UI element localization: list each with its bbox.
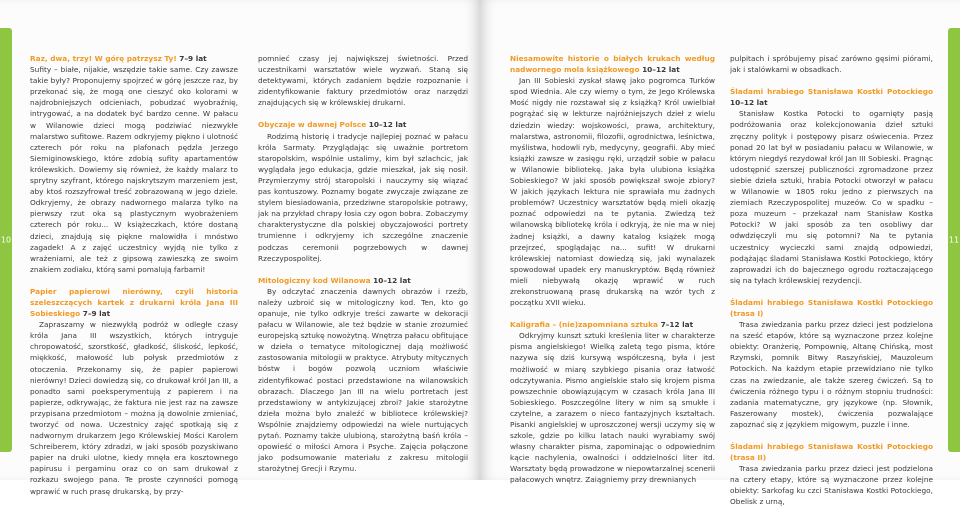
section-sladami-potockiego xyxy=(730,86,933,108)
heading-title: Mitologiczny kod Wilanowa xyxy=(258,275,371,285)
section-mitologiczny-kod xyxy=(258,275,468,286)
section-body: Trasa zwiedzania parku przez dzieci jest podzielona na cztery etapy, które są wyznaczone przez kolejne obiekty: Sarkofag ku czci Stanisława Kostki Potockiego, Obelisk z urną, xyxy=(730,464,933,507)
section-trasa-1 xyxy=(730,297,933,319)
section-heading xyxy=(30,53,238,64)
age-range: 10–12 lat xyxy=(642,65,680,75)
section-heading xyxy=(258,119,468,130)
section-body: By odczytać znaczenia dawnych obrazów i rzeźb, należy uzbroić się w mitologiczny kod. Ten, kto go opanuje, nie tylko odkryje treści zawarte w dekoracji pałacu w Wilanowie, ale też będzie w stanie zrozumieć europejską sztukę nowożytną. Wnętrza pałacu obfitujące w dzieła o tematyce mitologicznej dają możliwość zastosowania mitologii w praktyce. Atrybuty mitycznych bóstw i bogów pozwolą uczniom właściwie zidentyfikować postaci przedstawione na wilanowskich obrazach. Dlaczego Jan III na wielu portretach jest przedstawiony w antykizującej zbroi? Jakie starożytne dzieła można było znaleźć w bibliotece królewskiej? Wspólnie znajdziemy odpowiedzi na wiele nurtujących pytań. Poznamy także ulubioną, starożytną baśń króla – opowieść o miłości Amora i Psyche. Zajęcia połączone jako podsumowanie materiału z zakresu mitologii starożytnej Grecji i Rzymu. xyxy=(258,286,468,474)
heading-title: Papier papierowi nierówny, czyli historia szeleszczących kartek z drukarni króla Jana III Sobieskiego xyxy=(30,286,238,319)
age-range: 10–12 lat xyxy=(373,275,411,285)
section-heading xyxy=(30,286,238,319)
section-body: Stanisław Kostka Potocki to ogarnięty pasją podróżowania oraz kolekcjonowania dzieł sztuki zręczny polityk i postępowy pisarz oświecenia. Przez ponad 20 lat był w posiadaniu pałacu w Wilanowie, w którym niegdyś rezydował król Jan III Sobieski. Pragnąc udostępnić szerszej publiczności zgromadzone przez siebie dzieła sztuki, hrabia Potocki otworzył w pałacu w Wilanowie w 1805 roku jedno z pierwszych na ziemiach Rzeczypospolitej muzeów. Co w spadku – poza muzeum – przekazał nam Stanisław Kostka Potocki? W jaki sposób za ten osobliwy dar odwdzięczyli mu się potomni? Na te pytania uczestnicy wycieczki sami znajdą odpowiedzi, podążając śladami Stanisława Kostki Potockiego, który zaprowadzi ich do bajecznego ogrodu roztaczającego się na tyłach królewskiej rezydencji. xyxy=(730,109,933,285)
heading-title: Obyczaje w dawnej Polsce xyxy=(258,120,367,130)
left-page xyxy=(0,0,480,496)
page-number-right: 11 xyxy=(948,235,960,245)
heading-title: Raz, dwa, trzy! W górę patrzysz Ty! xyxy=(30,54,177,63)
section-trasa-2 xyxy=(730,441,933,463)
section-biale-kruki xyxy=(510,53,715,75)
age-range: 7–9 lat xyxy=(82,309,111,319)
page-number-left: 10 xyxy=(0,235,12,245)
section-heading xyxy=(730,86,933,108)
section-heading: Śladami hrabiego Stanisława Kostki Potockiego (trasa I) xyxy=(730,297,933,318)
heading-title: Niesamowite historie o białych krukach według nadwornego mola książkowego xyxy=(510,54,715,75)
continued-text: pulpitach i spróbujemy pisać zarówno gęsimi piórami, jak i stalówkami w obsadkach. xyxy=(730,54,933,75)
section-kaligrafia xyxy=(510,319,715,330)
heading-title: Śladami hrabiego Stanisława Kostki Potockiego xyxy=(730,87,933,97)
age-range: 7–12 lat xyxy=(660,320,694,330)
left-column-1 xyxy=(30,53,238,497)
right-page xyxy=(480,0,960,507)
section-papier xyxy=(30,286,238,319)
section-raz-dwa-trzy xyxy=(30,53,238,275)
section-heading xyxy=(510,319,715,330)
section-heading: Śladami hrabiego Stanisława Kostki Potockiego (trasa II) xyxy=(730,442,933,463)
section-heading xyxy=(510,53,715,75)
section-body: Zapraszamy w niezwykłą podróż w odległe czasy króla Jana III wszystkich, których intryguje chropowatość, szorstkość, gładkość, śliskość, lepkość, miękkość, małowość lub połysk przedmiotów z otoczenia. Przekonamy się, że papier papierowi nierówny! Dzieci dowiedzą się, co drukował król Jan III, a ponadto sami poeksperymentują z papierem i na papierze, odkrywając, że faktura nie jest raz na zawsze przypisana przedmiotom – można ją dowolnie zmieniać, tworzyć od nowa. Uczestnicy zajęć spotkają się z nadwornym drukarzem Jego Królewskiej Mości Karolem Schreiberem, który zdradzi, w jaki sposób pozyskiwano papier na druki ulotne, kiedy mnęła era kosztownego papirusu i pergaminu oraz co on sam drukował z rozkazu swojego pana. Te proste czynności pomogą wprawić w ruch prasę drukarską, by przy- xyxy=(30,320,238,496)
age-range: 7–9 lat xyxy=(179,54,207,63)
section-body: Rodzimą historię i tradycje najlepiej poznać w pałacu króla Sarmaty. Przyglądając się uważnie portretom staropolskim, wspólnie ustalimy, kim był szlachcic, jak wyglądała jego edukacja, gdzie mieszkał, jak się nosił. Przymierzymy strój staropolski i nauczymy się wiązać pas kontuszowy. Poznamy bogate zwyczaje związane ze stylem biesiadowania, przedziwne staropolskie potrawy, jak na przykład chrapy łosia czy ogon bobra. Zobaczymy charakterystyczne dla polskiej obyczajowości portrety trumienne i odkryjemy ich szczególne znaczenie podczas ceremonii pogrzebowych w dawnej Rzeczypospolitej. xyxy=(258,131,468,263)
section-body: Trasa zwiedzania parku przez dzieci jest podzielona na sześć etapów, które są wyznaczone przez kolejne obiekty: Oranżerię, Pompownię, Altanę Chińską, most Rzymski, pomnik Bitwy Raszyńskiej, Mauzoleum Potockich. Na każdym etapie przewidziano nie tylko czas na zwiedzanie, ale także szereg ćwiczeń. Są to ćwiczenia różnego typu i o różnym stopniu trudności: zadania matematyczne, gry językowe (np. Słownik, Faszerowany mostek), ćwiczenia pozwalające zapoznać się z językiem migowym, puzzle i inne. xyxy=(730,320,933,429)
left-column-2 xyxy=(258,53,468,474)
age-range: 10–12 lat xyxy=(730,98,768,108)
section-body: Jan III Sobieski zyskał sławę jako pogromca Turków spod Wiednia. Ale czy wiemy o tym, że Jego Królewska Mość nigdy nie rozstawał się z książką? Król uwielbiał pogrążać się w lekturze najróżniejszych dzieł z wielu dziedzin wiedzy: wojskowości, prawa, architektury, malarstwa, astronomii, filozofii, ogrodnictwa, leśnictwa, myślistwa, hodowli ryb, medycyny, geografii. Aby mieć książki zawsze w zasięgu ręki, urządził sobie w pałacu w Wilanowie bibliotekę. Jaka była ulubiona książka Sobieskiego? W jaki sposób powiększał swoje zbiory? W jakich językach lektura nie sprawiała mu żadnych problemów? Uczestnicy warsztatów będą mieli okazję poznać odpowiedzi na te pytania. Zwiedzą też wilanowską bibliotekę króla i odkryją, że nie ma w niej żadnej książki, a dawny katalog książek mogą przejrzeć, spoglądając na... sufit! W drukarni królewskiej natomiast dowiedzą się, jaki wynalazek spowodował upadek ery manuskryptów. Będą również mieli niebywałą okazję wprawić w ruch zrekonstruowaną prasę drukarską na wzór tych z początku XVII wieku. xyxy=(510,76,715,308)
age-range: 10–12 lat xyxy=(368,120,407,130)
section-body: Odkryjmy kunszt sztuki kreślenia liter w charakterze pisma angielskiego! Wielką zaletą tego pisma, które nazywa się dziś kursywą współczesną, była i jest możliwość w miarę szybkiego pisania oraz łatwość odczytywania. Pismo angielskie stało się krojem pisma powszechnie obowiązującym w czasach króla Jana III Sobieskiego. Poszczególne litery w nim są smukłe i czytelne, a zarazem o nieco fantazyjnych kształtach. Pisanki angielskiej w uproszczonej wersji uczymy się w szkole, gdzie po kilku latach nauki wyrabiamy swój własny charakter pisma, zapominając o odpowiednim kącie nachylenia, owalności i oddzielności liter itd. Warsztaty będą prowadzone w niepowtarzalnej scenerii pałacowych wnętrz. Zaiągniemy przy drewnianych xyxy=(510,331,715,485)
section-body: Sufity – białe, nijakie, wszędzie takie same. Czy zawsze takie były? Proponujemy spojrzeć w górę jeszcze raz, by przekonać się, że mogą one cieszyć oko kolorami w najdrobniejszych odcieniach, pobudzać wyobraźnię, intrygować, a na dodatek być bardzo cenne. W pałacu w Wilanowie dzieci mogą podziwiać niezwykłe malarstwo sufitowe. Razem odkryjemy piękno i ulotność czterech pór roku na plafonach pędzla Jerzego Siemiginowskiego, które zdobią sufity apartamentów królewskich. Dowiemy się również, że każdy malarz to sprytny szyfrant, którego najskrytszym marzeniem jest, aby ktoś rozszyfrował treść zobrazowaną w jego dziele. Odkryjemy, że obrazy nadwornego malarza tylko na pierwszy rzut oka są plastycznym wyobrażeniem czterech pór roku... W książeczkach, które dostaną dzieci, znajdują się piękne malowidła i mnóstwo zagadek! A z zajęć uczestnicy wyjdą nie tylko z wrażeniami, ale też z gipsową zawieszką ze swoim znakiem zodiaku, którą sami pomalują farbami! xyxy=(30,65,238,274)
heading-title: Kaligrafia – (nie)zapomniana sztuka xyxy=(510,320,658,330)
right-column-2 xyxy=(730,53,933,508)
section-obyczaje xyxy=(258,119,468,130)
right-column-1 xyxy=(510,53,715,486)
continued-text: pomnieć czasy jej największej świetności. Przed uczestnikami warsztatów wiele wyzwań. Staną się detektywami, których zadaniem będzie rozpoznanie i zidentyfikowanie faktury przedmiotów oraz narzędzi znajdujących się w królewskiej drukarni. xyxy=(258,54,468,108)
section-heading xyxy=(258,275,468,286)
